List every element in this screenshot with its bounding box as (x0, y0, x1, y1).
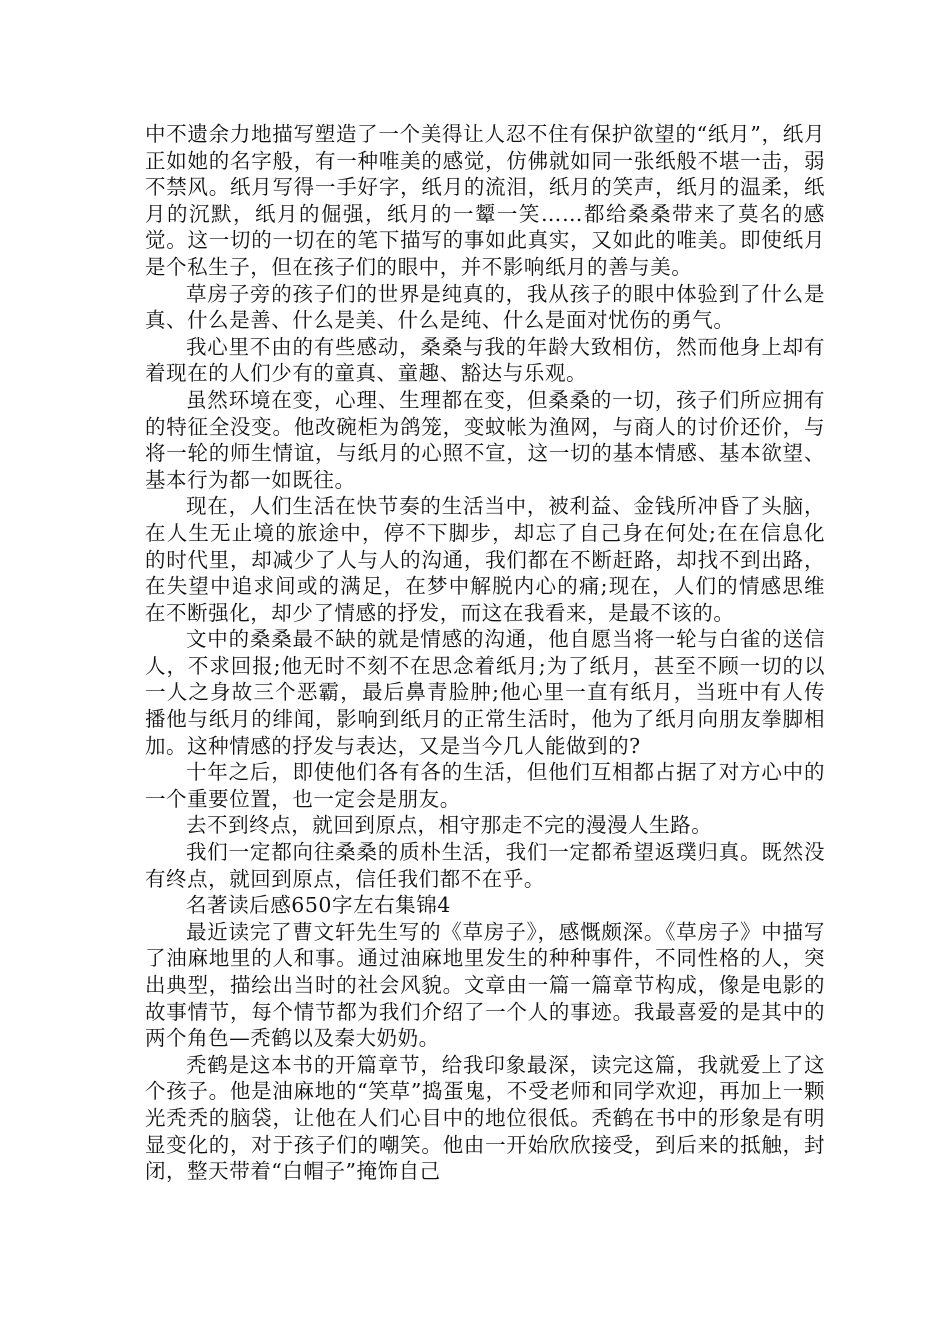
paragraph: 最近读完了曹文轩先生写的《草房子》，感慨颇深。《草房子》中描写了油麻地里的人和事。通过油麻地里发生的种种事件，不同性格的人，突出典型，描绘出当时的社会风貌。文章由一篇一篇章节构成，像是电影的故事情节，每个情节都为我们介绍了一个人的事迹。我最喜爱的是其中的两个角色—秃鹤以及秦大奶奶。 (145, 919, 825, 1051)
paragraph: 去不到终点，就回到原点，相守那走不完的漫漫人生路。 (186, 813, 713, 838)
paragraph-continued: 中不遗余力地描写塑造了一个美得让人忍不住有保护欲望的“纸月”，纸月正如她的名字般，有一种唯美的感觉，仿佛就如同一张纸般不堪一击，弱不禁风。纸月写得一手好字，纸月的流泪，纸月的笑声，纸月的温柔，纸月的沉默，纸月的倔强，纸月的一颦一笑……都给桑桑带来了莫名的感觉。这一切的一切在的笔下描写的事如此真实，又如此的唯美。即使纸月是个私生子，但在孩子们的眼中，并不影响纸月的善与美。 (145, 122, 825, 279)
paragraph: 草房子旁的孩子们的世界是纯真的，我从孩子的眼中体验到了什么是真、什么是善、什么是美、什么是纯、什么是面对忧伤的勇气。 (145, 281, 825, 333)
paragraph: 文中的桑桑最不缺的就是情感的沟通，他自愿当将一轮与白雀的送信人，不求回报;他无时不刻不在思念着纸月;为了纸月，甚至不顾一切的以一人之身故三个恶霸，最后鼻青脸肿;他心里一直有纸月，当班中有人传播他与纸月的绯闻，影响到纸月的正常生活时，他为了纸月向朋友拳脚相加。这种情感的抒发与表达，又是当今几人能做到的? (145, 627, 825, 758)
section-title: 名著读后感650字左右集锦4 (186, 893, 451, 918)
paragraph: 秃鹤是这本书的开篇章节，给我印象最深，读完这篇，我就爱上了这个孩子。他是油麻地的“笑草”捣蛋鬼，不受老师和同学欢迎，再加上一颗光秃秃的脑袋，让他在人们心目中的地位很低。秃鹤在书中的形象是有明显变化的，对于孩子们的嘲笑。他由一开始欣欣接受，到后来的抵触，封闭，整天带着“白帽子”掩饰自己 (145, 1052, 825, 1184)
paragraph: 十年之后，即使他们各有各的生活，但他们互相都占据了对方心中的一个重要位置，也一定会是朋友。 (145, 760, 825, 811)
paragraph: 虽然环境在变，心理、生理都在变，但桑桑的一切，孩子们所应拥有的特征全没变。他改碗柜为鸽笼，变蚊帐为渔网，与商人的讨价还价，与将一轮的师生情谊，与纸月的心照不宣，这一切的基本情感、基本欲望、基本行为都一如既往。 (145, 387, 825, 492)
paragraph: 我们一定都向往桑桑的质朴生活，我们一定都希望返璞归真。既然没有终点，就回到原点，信任我们都不在乎。 (145, 840, 825, 891)
paragraph: 现在，人们生活在快节奏的生活当中，被利益、金钱所冲昏了头脑，在人生无止境的旅途中，停不下脚步，却忘了自己身在何处;在在信息化的时代里，却减少了人与人的沟通，我们都在不断赶路，却找不到出路，在失望中追求间或的满足，在梦中解脱内心的痛;现在，人们的情感思维在不断强化，却少了情感的抒发，而这在我看来，是最不该的。 (145, 494, 825, 625)
document-body (145, 121, 825, 1185)
paragraph: 我心里不由的有些感动，桑桑与我的年龄大致相仿，然而他身上却有着现在的人们少有的童真、童趣、豁达与乐观。 (145, 334, 825, 386)
